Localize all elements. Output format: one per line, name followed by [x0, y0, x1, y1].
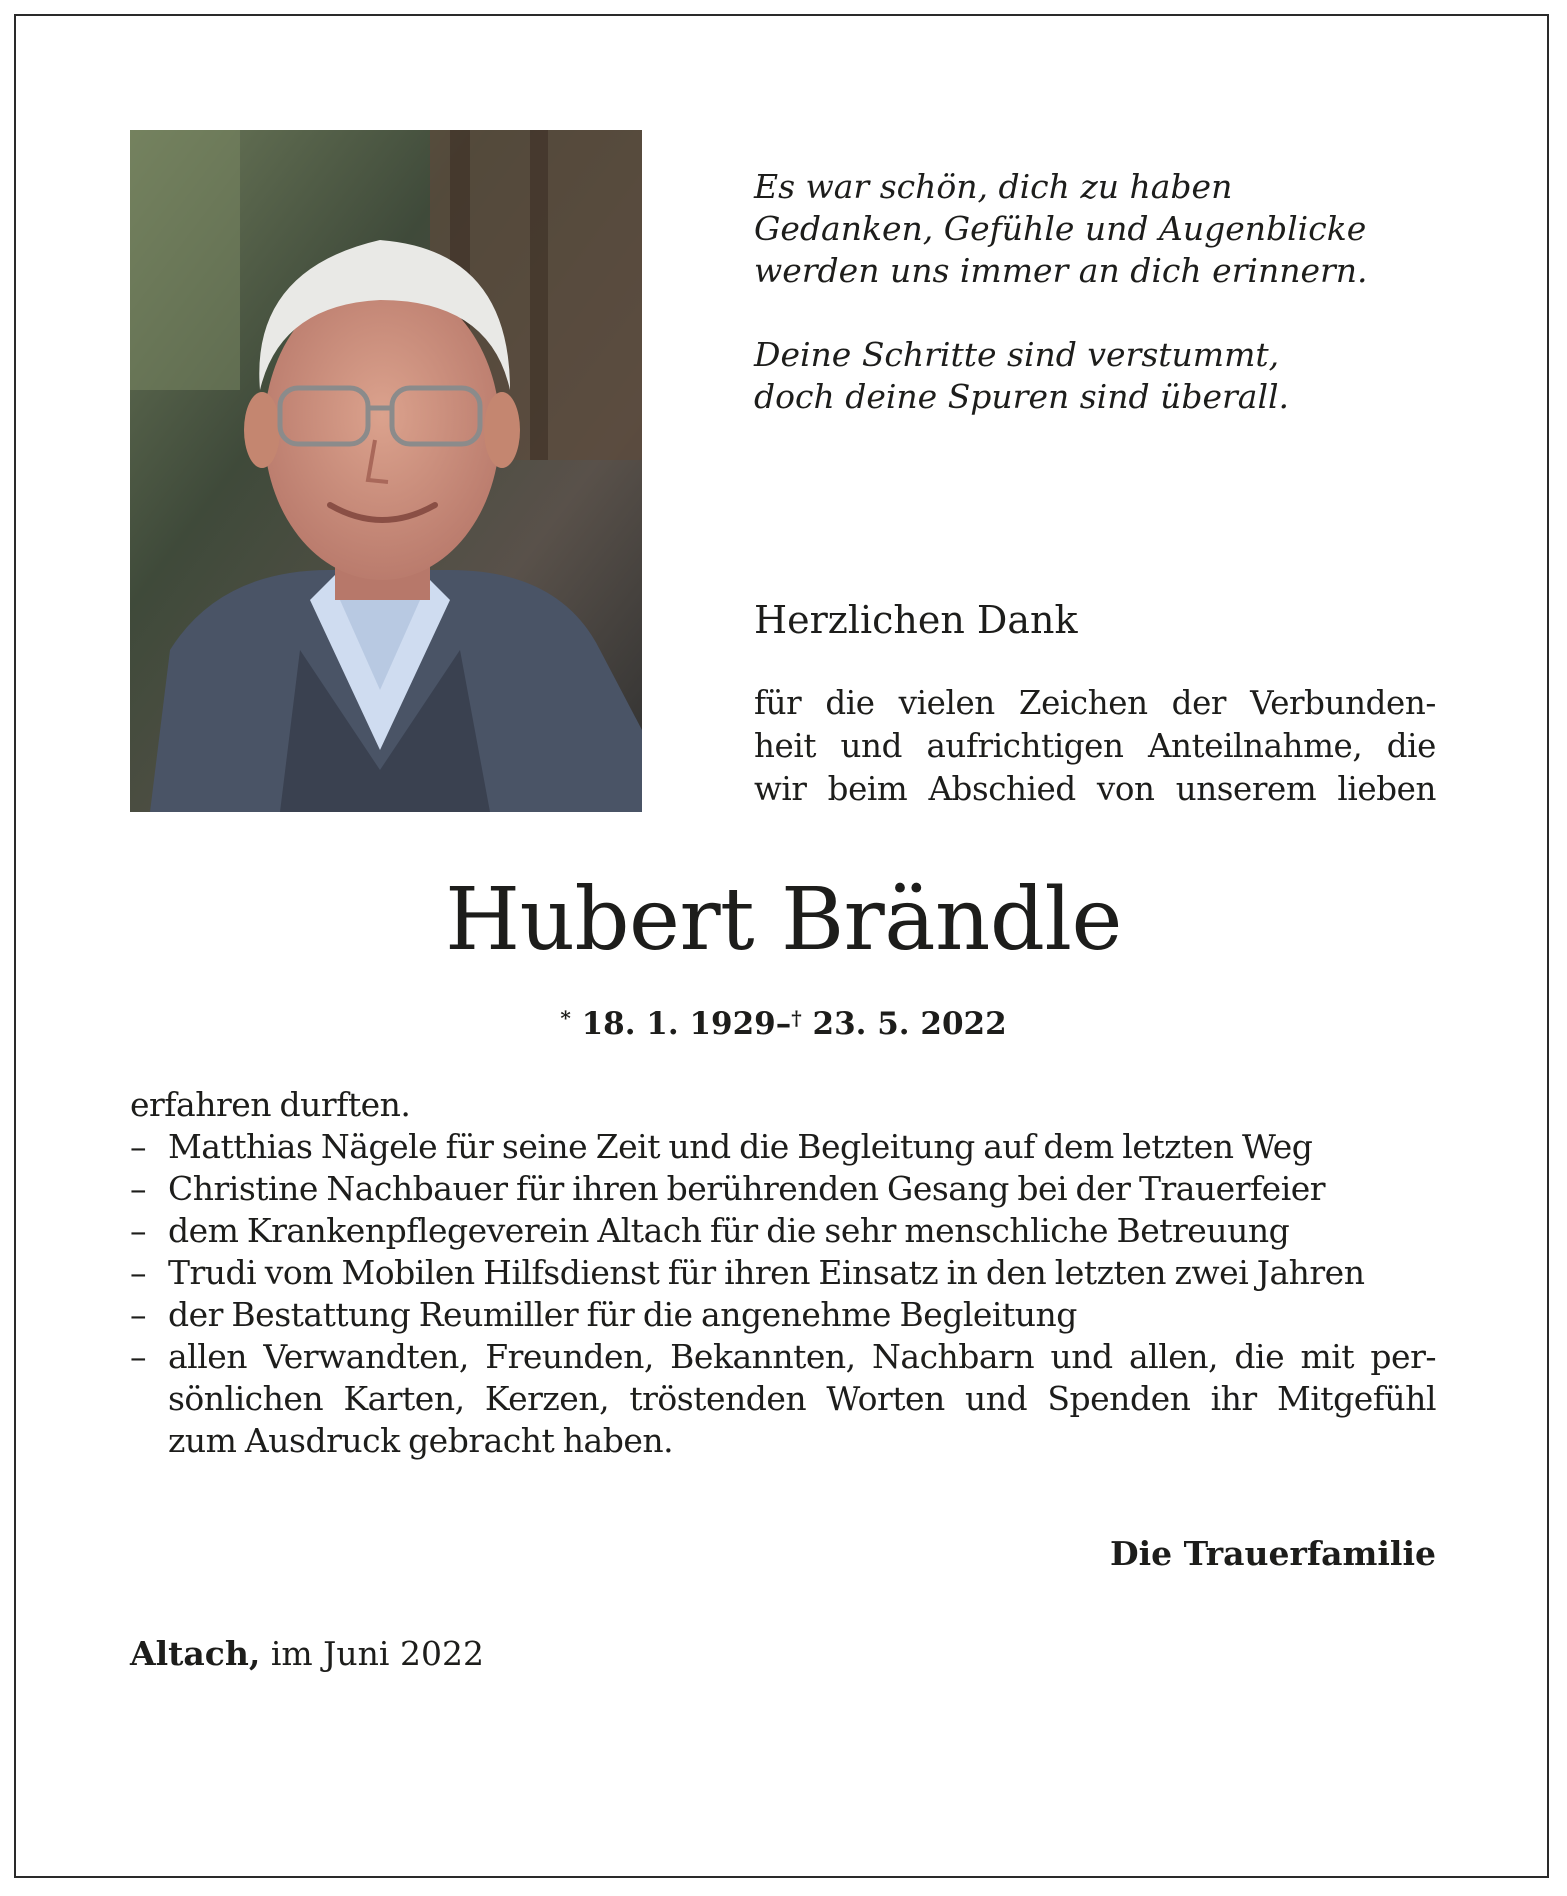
death-date: 23. 5. 2022 — [812, 1006, 1007, 1042]
list-item — [130, 1252, 1436, 1294]
thanks-heading: Herzlichen Dank — [754, 598, 1078, 642]
verse-line: doch deine Spuren sind überall. — [754, 377, 1290, 416]
list-item — [130, 1294, 1436, 1336]
place-date-text: im Juni 2022 — [270, 1634, 484, 1673]
list-item-text: Christine Nachbauer für ihren berührenden Gesang bei der Trauerfeier — [168, 1169, 1326, 1208]
verse-line: Gedanken, Gefühle und Augenblicke — [754, 209, 1367, 248]
thanks-intro-line: wir beim Abschied von unserem lieben — [754, 770, 1436, 808]
list-dash: – — [130, 1253, 146, 1292]
list-item — [130, 1168, 1436, 1210]
list-item-text: zum Ausdruck gebracht haben. — [168, 1421, 674, 1460]
portrait-illustration — [130, 130, 642, 812]
date-separator: – — [775, 1006, 792, 1042]
list-dash: – — [130, 1337, 146, 1376]
thanks-list — [130, 1126, 1436, 1462]
thanks-lead: erfahren durften. — [130, 1085, 411, 1124]
death-symbol: † — [791, 1006, 802, 1030]
list-dash: – — [130, 1211, 146, 1250]
portrait-photo — [130, 130, 642, 812]
list-item — [130, 1210, 1436, 1252]
place-city: Altach, — [130, 1634, 261, 1673]
verse-line: Es war schön, dich zu haben — [754, 167, 1233, 206]
list-dash: – — [130, 1169, 146, 1208]
place-date — [130, 1632, 484, 1676]
thanks-intro-line: für die vielen Zeichen der Verbunden- — [754, 684, 1436, 722]
thanks-body — [130, 1084, 1436, 1462]
birth-symbol: * — [560, 1006, 571, 1030]
list-item — [130, 1336, 1436, 1462]
list-item-text: der Bestattung Reumiller für die angenehme Begleitung — [168, 1295, 1077, 1334]
list-dash: – — [130, 1127, 146, 1166]
deceased-name: Hubert Brändle — [445, 870, 1122, 970]
list-dash: – — [130, 1295, 146, 1334]
list-item-text: dem Krankenpflegeverein Altach für die sehr menschliche Betreuung — [168, 1211, 1290, 1250]
signature: Die Trauerfamilie — [1109, 1534, 1436, 1573]
list-item-text: allen Verwandten, Freunden, Bekannten, Nachbarn und allen, die mit per- — [168, 1337, 1436, 1376]
list-item-text: Trudi vom Mobilen Hilfsdienst für ihren Einsatz in den letzten zwei Jahren — [168, 1253, 1365, 1292]
thanks-intro-line: heit und aufrichtigen Anteilnahme, die — [754, 727, 1436, 765]
birth-date: 18. 1. 1929 — [581, 1006, 776, 1042]
life-dates — [0, 997, 1567, 1045]
verse-stanza-2 — [754, 334, 1474, 418]
list-item-text: Matthias Nägele für seine Zeit und die Begleitung auf dem letzten Weg — [168, 1127, 1313, 1166]
memorial-verse — [754, 166, 1474, 418]
verse-stanza-1 — [754, 166, 1474, 292]
thanks-intro — [754, 682, 1436, 811]
verse-line: Deine Schritte sind verstummt, — [754, 335, 1280, 374]
verse-line: werden uns immer an dich erinnern. — [754, 251, 1368, 290]
list-item — [130, 1126, 1436, 1168]
list-item-text: sönlichen Karten, Kerzen, tröstenden Worten und Spenden ihr Mitgefühl — [168, 1379, 1436, 1418]
